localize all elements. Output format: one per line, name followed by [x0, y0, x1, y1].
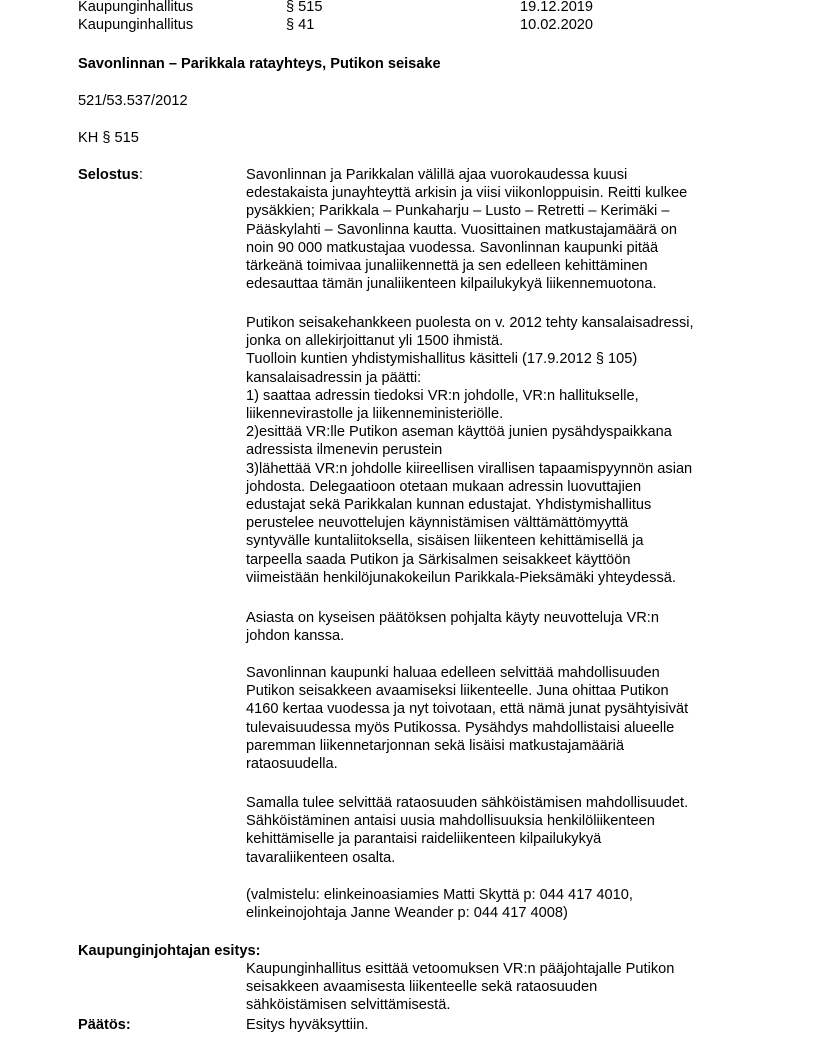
body-line: pysäkkien; Parikkala – Punkaharju – Lusto – Retretti – Kerimäki – [246, 203, 670, 220]
body-line: 1) saattaa adressin tiedoksi VR:n johdolle, VR:n hallitukselle, [246, 387, 639, 404]
paatos-text: Esitys hyväksyttiin. [246, 1017, 369, 1033]
preparation-contacts [246, 886, 766, 922]
body-line: perustelee neuvottelujen käynnistämisen välttämättömyyttä [246, 515, 629, 532]
selostus-label-text: Selostus [78, 167, 139, 183]
body-line: seisakkeen avaamisesta liikenteelle sekä rataosuuden [246, 979, 598, 996]
body-line: Tuolloin kuntien yhdistymishallitus käsitteli (17.9.2012 § 105) [246, 351, 638, 368]
selostus-paragraph-1 [246, 166, 766, 293]
selostus-paragraph-2 [246, 314, 766, 587]
body-line: kehittämiselle ja parantaisi raideliikenteen kilpailukykyä [246, 831, 602, 848]
selostus-label [78, 166, 143, 184]
body-line: Asiasta on kyseisen päätöksen pohjalta käyty neuvotteluja VR:n [246, 610, 659, 626]
body-line: 2)esittää VR:lle Putikon aseman käyttöä junien pysähdyspaikkana [246, 424, 672, 441]
record-number: 521/53.537/2012 [78, 93, 188, 109]
body-line: 3)lähettää VR:n johdolle kiireellisen virallisen tapaamispyynnön asian [246, 460, 693, 477]
body-line: jonka on allekirjoittanut yli 1500 ihmistä. [246, 333, 504, 350]
body-line: sähköistämisen selvittämisestä. [246, 997, 451, 1014]
history-section: § 515 [286, 0, 323, 15]
body-line: rataosuudella. [246, 756, 338, 773]
body-line: 4160 kertaa vuodessa ja nyt toivotaan, että nämä junat pysähtyisivät [246, 701, 689, 718]
history-section: § 41 [286, 17, 315, 33]
esitys-label: Kaupunginjohtajan esitys: [78, 943, 261, 959]
body-line: paremman liikennetarjonnan sekä lisäisi matkustajamääriä [246, 737, 624, 754]
body-line: adressista ilmenevin perustein [246, 442, 443, 459]
document-title: Savonlinnan – Parikkala ratayhteys, Putikon seisake [78, 56, 441, 72]
body-line: edestakaista junayhteyttä arkisin ja viisi viikonloppuisin. Reitti kulkee [246, 185, 688, 202]
body-line: edustajat sekä Parikkalan kunnan edustajat. Yhdistymishallitus [246, 497, 652, 514]
history-body: Kaupunginhallitus [78, 17, 194, 33]
body-line: edesauttaa tämän junaliikenteen kilpailukykyä liikennemuotona. [246, 276, 657, 293]
body-line: Savonlinnan kaupunki haluaa edelleen selvittää mahdollisuuden [246, 665, 660, 681]
body-line: johdon kanssa. [246, 628, 345, 645]
history-date: 19.12.2019 [520, 0, 594, 15]
body-line: liikennevirastolle ja liikenneministeriölle. [246, 406, 504, 423]
body-line: tavaraliikenteen osalta. [246, 849, 396, 866]
body-line: tärkeänä toimivaa junaliikennettä ja sen edelleen kehittäminen [246, 258, 648, 275]
history-date: 10.02.2020 [520, 17, 594, 33]
history-body: Kaupunginhallitus [78, 0, 194, 15]
body-line: elinkeinojohtaja Janne Weander p: 044 417 4008) [246, 905, 568, 922]
paatos-label: Päätös: [78, 1017, 131, 1033]
selostus-paragraph-4 [246, 664, 766, 773]
selostus-label-colon: : [138, 167, 143, 183]
body-line: tarpeella saada Putikon ja Särkisalmen seisakkeet käyttöön [246, 551, 631, 568]
body-line: johdosta. Delegaatioon otetaan mukaan adressin luovuttajien [246, 478, 642, 495]
body-line: Pääskylahti – Savonlinna kautta. Vuosittainen matkustajamäärä on [246, 221, 678, 238]
body-line: Putikon seisakkeen avaamiseksi liikenteelle. Juna ohittaa Putikon [246, 683, 669, 700]
body-line: kansalaisadressin ja päätti: [246, 369, 422, 386]
esitys-text [246, 960, 766, 1015]
kh-reference: KH § 515 [78, 130, 139, 146]
body-line: Samalla tulee selvittää rataosuuden sähköistämisen mahdollisuudet. [246, 795, 689, 811]
body-line: Sähköistäminen antaisi uusia mahdollisuuksia henkilöliikenteen [246, 813, 655, 830]
body-line: Kaupunginhallitus esittää vetoomuksen VR:n pääjohtajalle Putikon [246, 961, 675, 977]
body-line: noin 90 000 matkustajaa vuodessa. Savonlinnan kaupunki pitää [246, 239, 659, 256]
selostus-paragraph-3 [246, 609, 766, 645]
body-line: (valmistelu: elinkeinoasiamies Matti Skyttä p: 044 417 4010, [246, 887, 633, 903]
body-line: Savonlinnan ja Parikkalan välillä ajaa vuorokaudessa kuusi [246, 167, 628, 183]
body-line: Putikon seisakehankkeen puolesta on v. 2012 tehty kansalaisadressi, [246, 315, 694, 331]
selostus-paragraph-5 [246, 794, 766, 867]
body-line: tulevaisuudessa myös Putikossa. Pysähdys mahdollistaisi alueelle [246, 719, 675, 736]
body-line: syntyvälle kuntaliitoksella, sisäisen liikenteen kehittämisellä ja [246, 533, 644, 550]
body-line: viimeistään henkilöjunakokeilun Parikkala-Pieksämäki yhteydessä. [246, 569, 676, 586]
